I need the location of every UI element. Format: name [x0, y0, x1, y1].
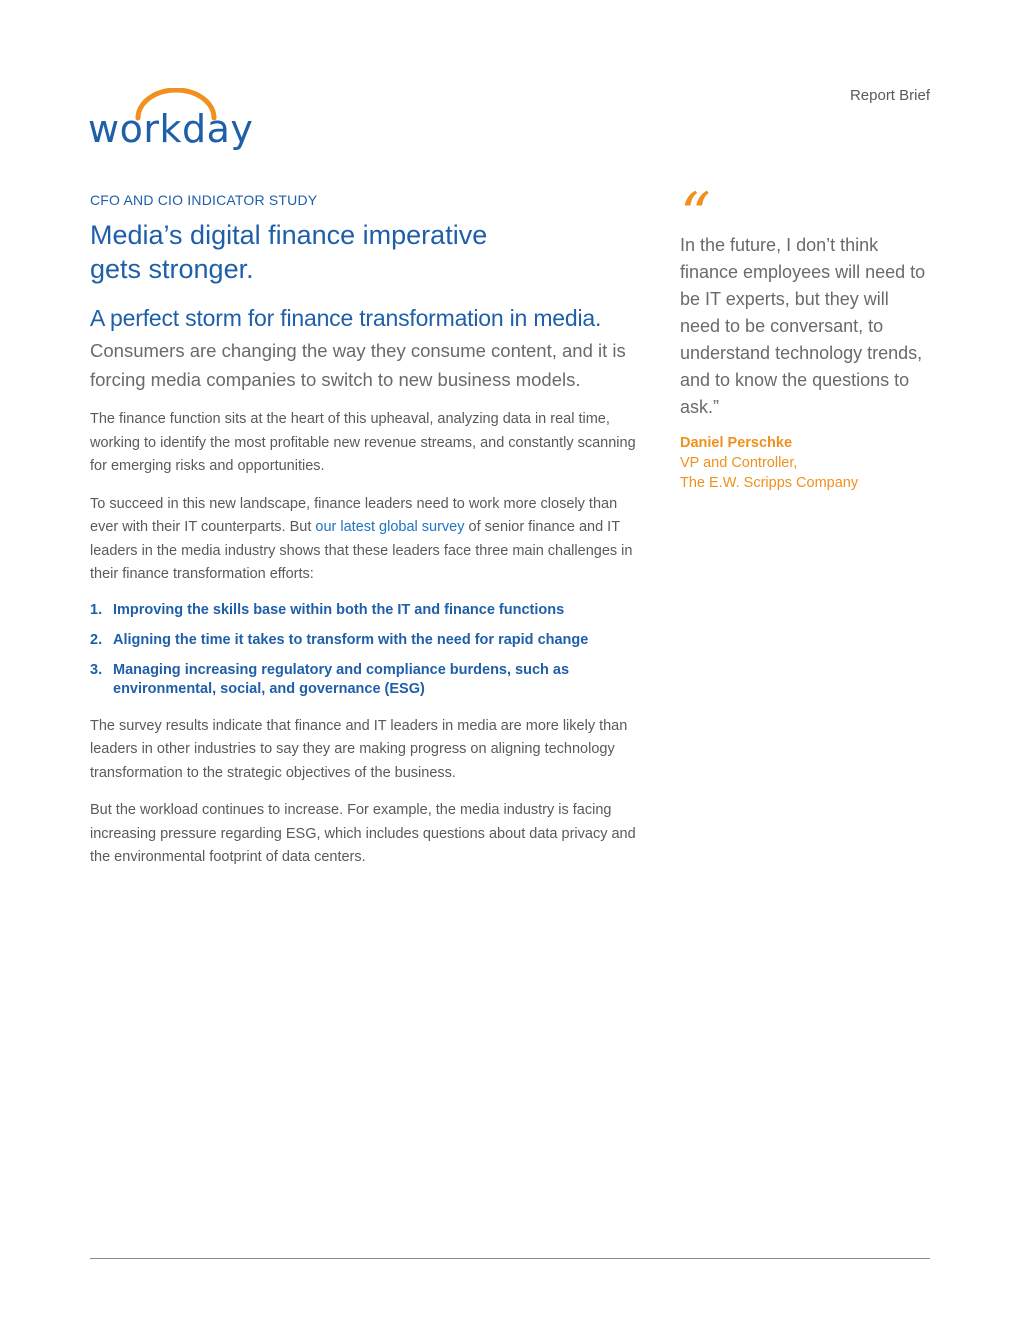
logo-wordmark: workday: [88, 107, 254, 151]
workday-logo: [88, 88, 258, 158]
quote-author-name: Daniel Perschke: [680, 435, 793, 451]
body-paragraph-2: [90, 493, 640, 587]
body-paragraph-3: The survey results indicate that finance and IT leaders in media are more likely than leaders in other industries to say they are making progress on aligning technology transformation to the strategic objectives of the business.: [90, 717, 628, 781]
para2-text-after: of senior finance and IT leaders in the media industry shows that these leaders face three main challenges in their finance transformation efforts:: [90, 519, 633, 582]
list-item-text: Improving the skills base within both the IT and finance functions: [113, 601, 565, 618]
survey-link[interactable]: our latest global survey: [315, 519, 465, 535]
list-item-text: Aligning the time it takes to transform with the need for rapid change: [113, 631, 589, 648]
lede-paragraph: Consumers are changing the way they consume content, and it is forcing media companies to switch to new business models.: [90, 340, 626, 390]
quote-text: In the future, I don’t think finance employees will need to be IT experts, but they will need to be conversant, to understand technology trends, and to know the questions to ask.”: [680, 235, 926, 417]
section-subhead: A perfect storm for finance transformation in media.: [90, 305, 602, 331]
quote-author-role: VP and Controller,: [680, 455, 798, 471]
footer-divider: [90, 1258, 930, 1259]
study-kicker: CFO AND CIO INDICATOR STUDY: [90, 192, 318, 208]
list-item-number: 2.: [90, 631, 103, 648]
list-item: [90, 601, 640, 620]
body-paragraph-1: The finance function sits at the heart of this upheaval, analyzing data in real time, working to identify the most profitable new revenue streams, and constantly scanning for emerging risks and opportunities.: [90, 411, 636, 474]
page-title: Media’s digital finance imperative gets stronger.: [90, 220, 488, 284]
report-type-label: Report Brief: [849, 87, 930, 104]
list-item-text: Managing increasing regulatory and compliance burdens, such as environmental, social, and governance (ESG): [113, 661, 570, 697]
list-item: [90, 631, 640, 650]
list-item-number: 3.: [90, 661, 103, 678]
quote-author-company: The E.W. Scripps Company: [680, 475, 859, 491]
pull-quote: [680, 180, 930, 493]
quote-mark-icon: “: [680, 180, 711, 250]
para2-text-before: To succeed in this new landscape, finance leaders need to work more closely than ever with their IT counterparts. But: [90, 495, 618, 535]
list-item-number: 1.: [90, 601, 103, 618]
challenges-list: [90, 601, 640, 699]
list-item: [90, 661, 640, 699]
body-paragraph-4: But the workload continues to increase. For example, the media industry is facing increasing pressure regarding ESG, which includes questions about data privacy and the environmental footprint of data centers.: [90, 802, 636, 865]
main-column: [90, 192, 640, 884]
